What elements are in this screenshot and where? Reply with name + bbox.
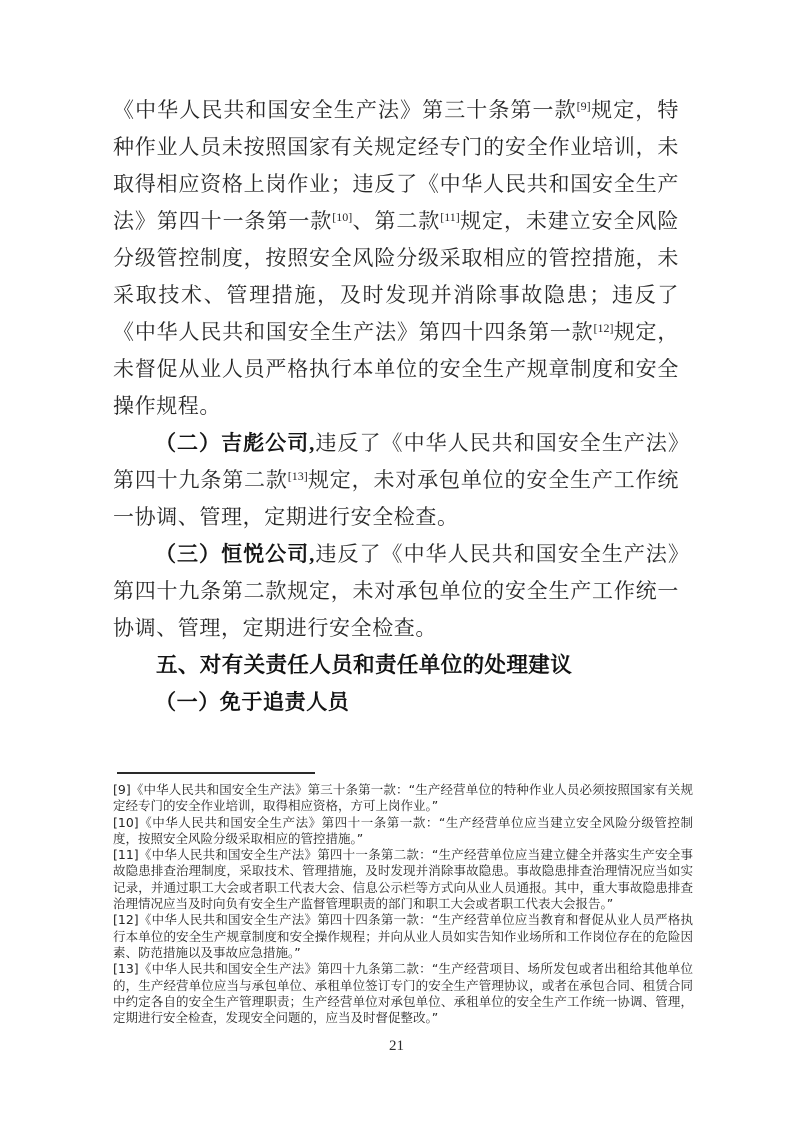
company-name-bold: （三）恒悦公司, <box>155 542 316 566</box>
footnote-ref-9: [9] <box>576 99 591 113</box>
paragraph-company-violations <box>113 92 679 425</box>
body-text-run: 违反了《中华人民共和国安全生产法》第四十九条第二款 <box>113 431 679 492</box>
footnote-marker: [9] <box>113 782 131 797</box>
body-text-run: 、第二款 <box>352 209 441 233</box>
subsection-heading-1: （一）免于追责人员 <box>155 690 350 714</box>
footnotes-section <box>113 782 693 1026</box>
footnote-12 <box>113 912 693 961</box>
body-text-run: 规定，未对承包单位的安全生产工作统一协调、管理，定期进行安全检查。 <box>113 468 679 529</box>
paragraph-hengyue-company <box>113 536 679 647</box>
footnote-text: 《中华人民共和国安全生产法》第四十四条第一款：“生产经营单位应当教育和督促从业人员严格执行本单位的安全生产规章制度和安全操作规程；并向从业人员如实告知作业场所和工作岗位存在的危险因素、防范措施以及事故应急措施。” <box>113 912 693 960</box>
body-text-run: 《中华人民共和国安全生产法》第三十条第一款 <box>113 98 577 122</box>
footnote-13 <box>113 961 693 1026</box>
footnote-marker: [13] <box>113 961 139 977</box>
footnote-text: 《中华人民共和国安全生产法》第四十一条第一款：“生产经营单位应当建立安全风险分级管控制度，按照安全风险分级采取相应的管控措施。” <box>113 814 693 846</box>
paragraph-jibiao-company <box>113 425 679 536</box>
body-text-run: 规定，未督促从业人员严格执行本单位的安全生产规章制度和安全操作规程。 <box>113 320 679 418</box>
footnote-text: 《中华人民共和国安全生产法》第四十一条第二款：“生产经营单位应当建立健全并落实生产安全事故隐患排查治理制度，采取技术、管理措施，及时发现并消除事故隐患。事故隐患排查治理情况应当如实记录，并通过职工大会或者职工代表大会、信息公示栏等方式向从业人员通报。其中，重大事故隐患排查治理情况应当及时向负有安全生产监督管理职责的部门和职工大会或者职工代表大会报告。” <box>113 847 693 912</box>
footnote-10 <box>113 815 693 848</box>
footnote-ref-11: [11] <box>440 210 460 224</box>
footnote-text: 《中华人民共和国安全生产法》第四十九条第二款：“生产经营项目、场所发包或者出租给其他单位的，生产经营单位应当与承包单位、承租单位签订专门的安全生产管理协议，或者在承包合同、租赁合同中约定各自的安全生产管理职责；生产经营单位对承包单位、承租单位的安全生产工作统一协调、管理，定期进行安全检查，发现安全问题的，应当及时督促整改。” <box>113 961 693 1026</box>
footnote-marker: [11] <box>113 847 139 863</box>
footnote-separator <box>117 772 315 774</box>
footnote-ref-13: [13] <box>287 469 308 483</box>
body-text-run: 规定，未建立安全风险分级管控制度，按照安全风险分级采取相应的管控措施，未采取技术、管理措施，及时发现并消除事故隐患；违反了《中华人民共和国安全生产法》第四十四条第一款 <box>113 209 679 344</box>
footnote-marker: [12] <box>113 912 139 928</box>
page-number: 21 <box>389 1038 404 1054</box>
footnote-11 <box>113 847 693 912</box>
body-text-run: 违反了《中华人民共和国安全生产法》第四十九条第二款规定，未对承包单位的安全生产工作统一协调、管理，定期进行安全检查。 <box>113 542 679 640</box>
body-text-run: 规定，特种作业人员未按照国家有关规定经专门的安全作业培训，未取得相应资格上岗作业；违反了《中华人民共和国安全生产法》第四十一条第一款 <box>113 98 679 233</box>
footnote-marker: [10] <box>113 814 139 830</box>
footnote-text: 《中华人民共和国安全生产法》第三十条第一款：“生产经营单位的特种作业人员必须按照国家有关规定经专门的安全作业培训，取得相应资格，方可上岗作业。” <box>113 782 693 814</box>
footnote-ref-10: [10] <box>332 210 353 224</box>
footnote-9 <box>113 782 693 815</box>
section-heading-5: 五、对有关责任人员和责任单位的处理建议 <box>156 653 573 677</box>
footnote-ref-12: [12] <box>593 321 614 335</box>
document-body <box>113 92 679 721</box>
company-name-bold: （二）吉彪公司, <box>155 431 316 455</box>
